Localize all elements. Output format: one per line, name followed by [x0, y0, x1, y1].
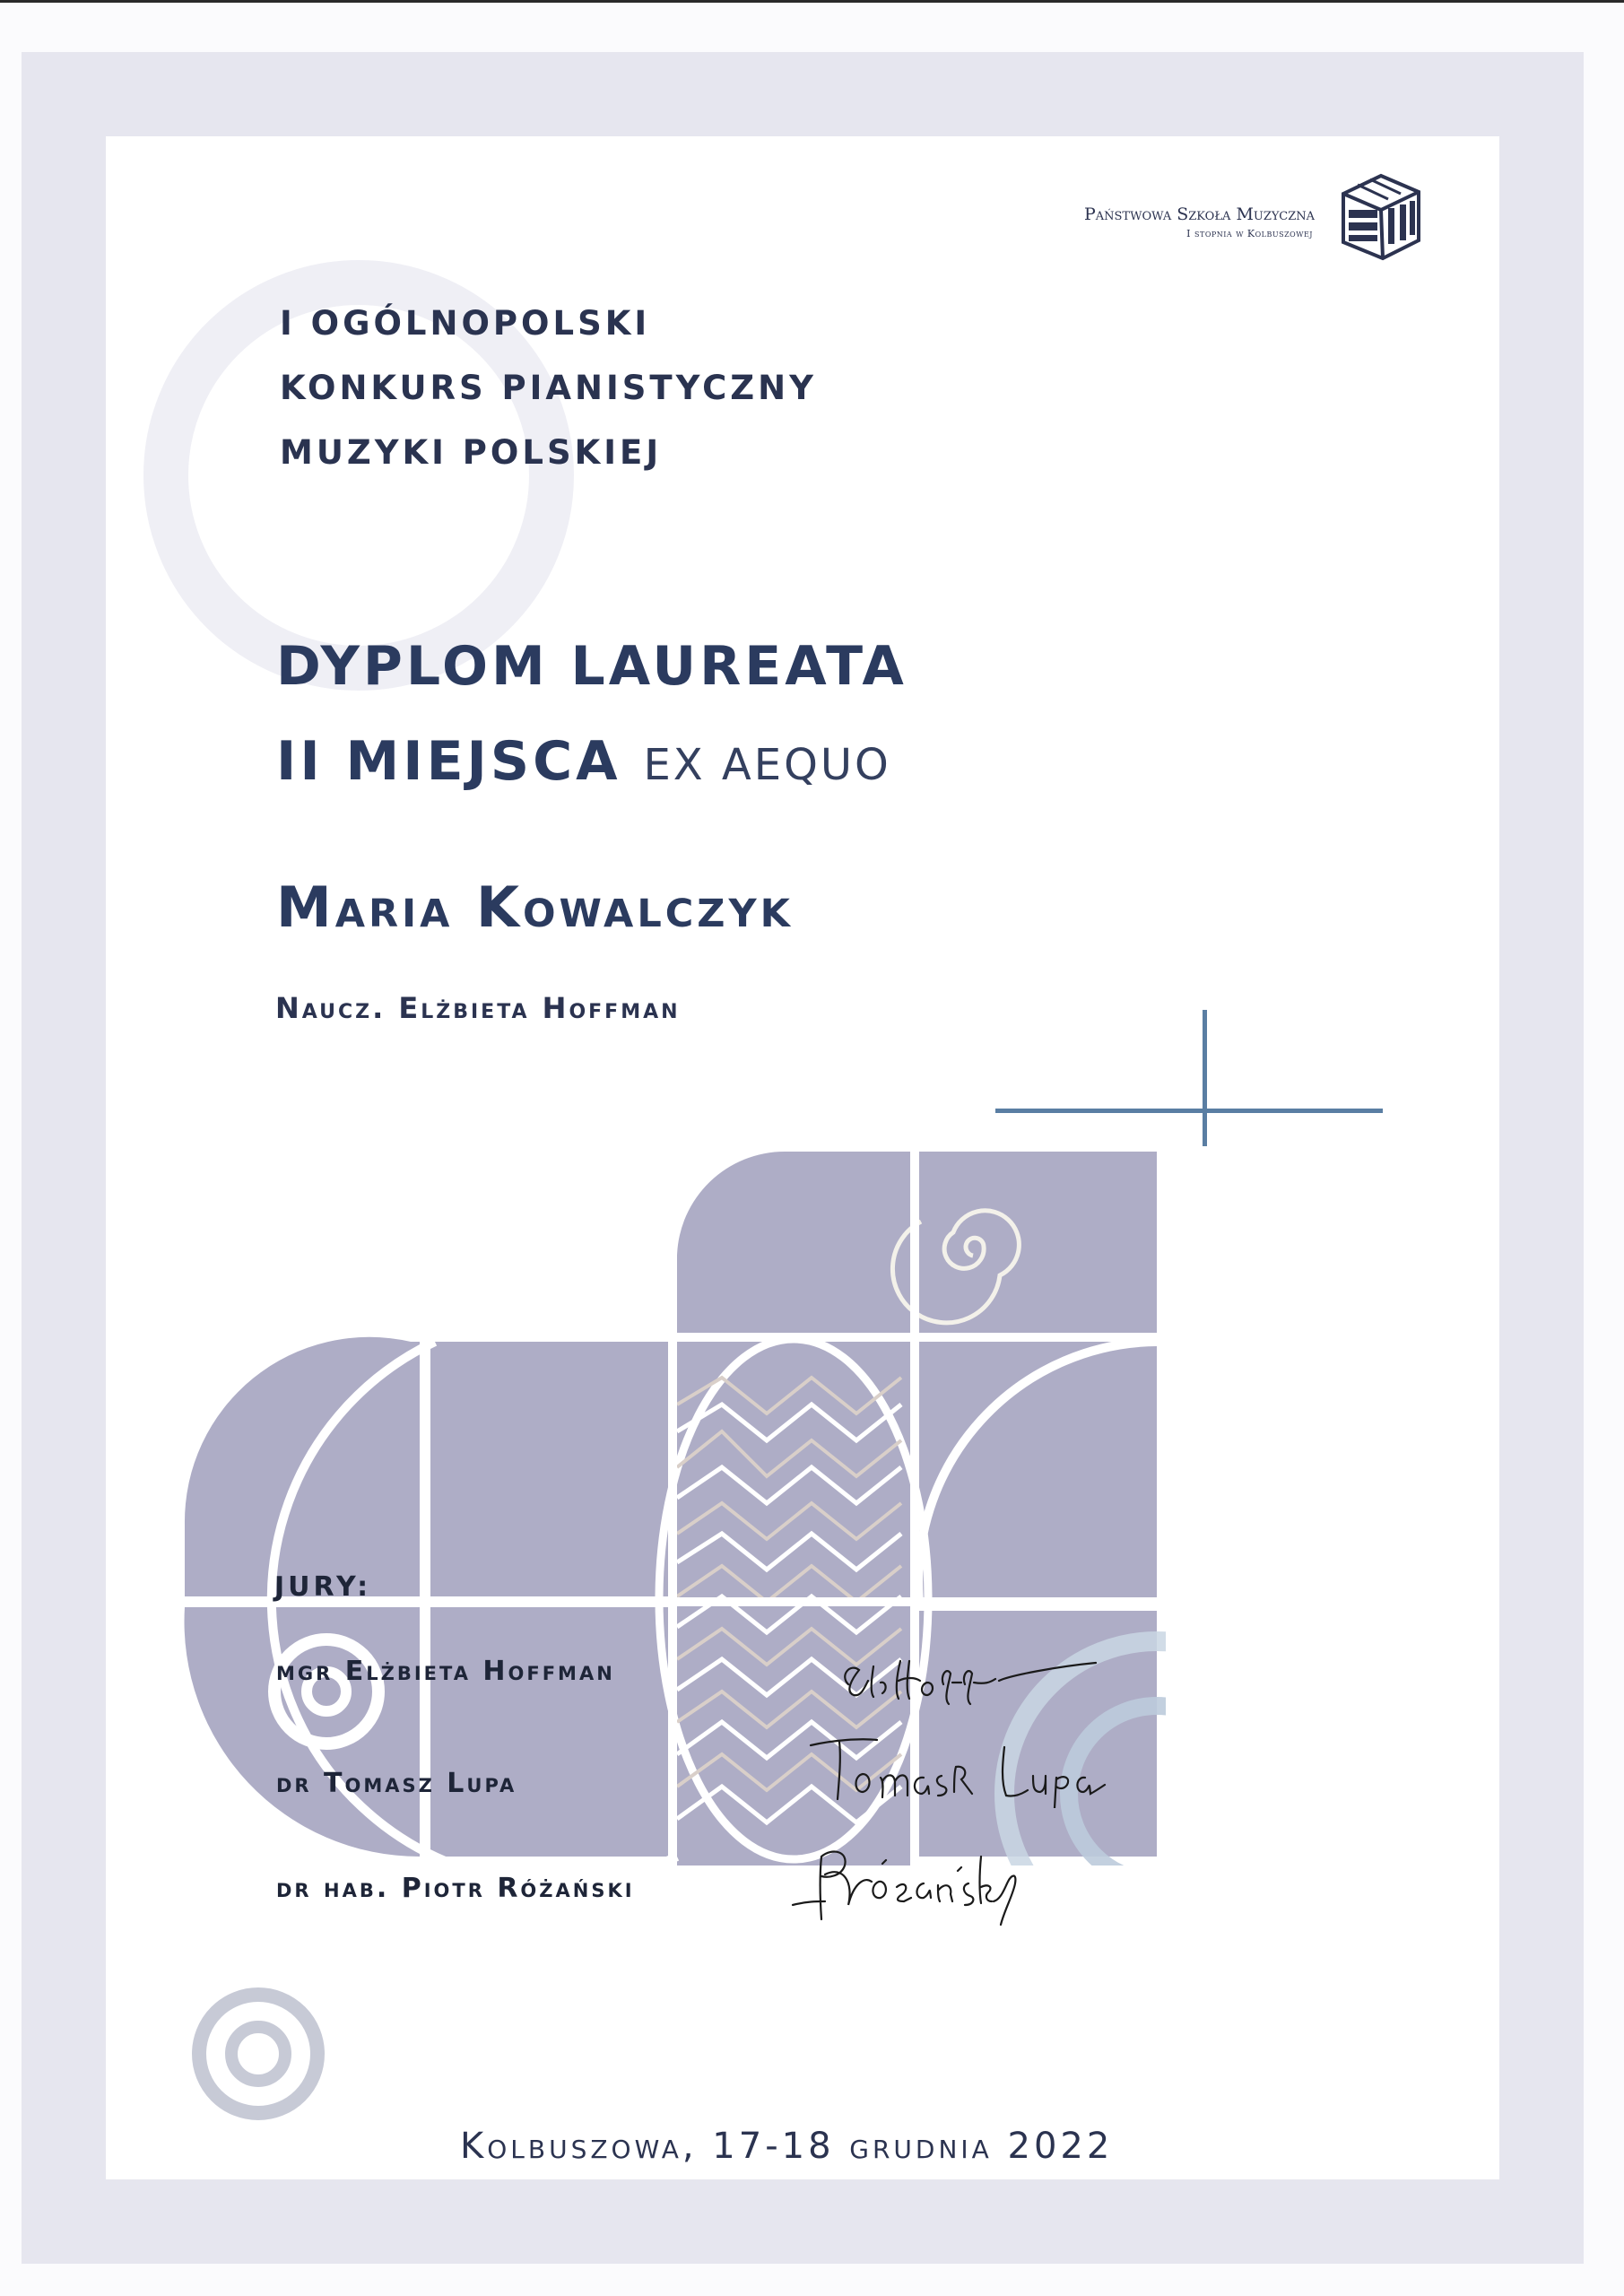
scan-top-edge [0, 0, 1624, 3]
pale-target-decoration [187, 1982, 330, 2126]
competition-title [280, 291, 817, 485]
accent-cross-horizontal [995, 1109, 1383, 1113]
signature-rozanski [789, 1839, 1076, 1928]
competition-title-line-1: I OGÓLNOPOLSKI [280, 304, 651, 343]
place-label: II MIEJSCA [276, 730, 621, 793]
competition-title-line-3: MUZYKI POLSKIEJ [280, 433, 663, 472]
diploma-heading-line-1: DYPLOM LAUREATA [276, 635, 908, 698]
signature-hoffman [834, 1648, 1103, 1720]
diploma-heading-line-2 [276, 714, 908, 813]
school-subtitle: I stopnia w Kolbuszowej [1186, 228, 1313, 239]
competition-title-line-2: KONKURS PIANISTYCZNY [280, 369, 817, 407]
jury-member: dr hab. Piotr Różański [276, 1873, 635, 1904]
signature-lupa [807, 1727, 1112, 1808]
teacher-name: Naucz. Elżbieta Hoffman [275, 991, 681, 1025]
place-and-date: Kolbuszowa, 17-18 grudnia 2022 [460, 2126, 1114, 2167]
diploma-heading [276, 619, 908, 813]
school-logo [1067, 169, 1435, 265]
school-name: Państwowa Szkoła Muzyczna [1083, 204, 1315, 224]
piano-cube-icon [1331, 169, 1429, 265]
jury-member: dr Tomasz Lupa [276, 1768, 517, 1799]
jury-label: JURY: [274, 1571, 372, 1603]
laureate-name: Maria Kowalczyk [276, 874, 794, 940]
ex-aequo-label: EX AEQUO [643, 740, 891, 790]
accent-cross-vertical [1203, 1010, 1207, 1146]
jury-member: mgr Elżbieta Hoffman [276, 1656, 615, 1687]
